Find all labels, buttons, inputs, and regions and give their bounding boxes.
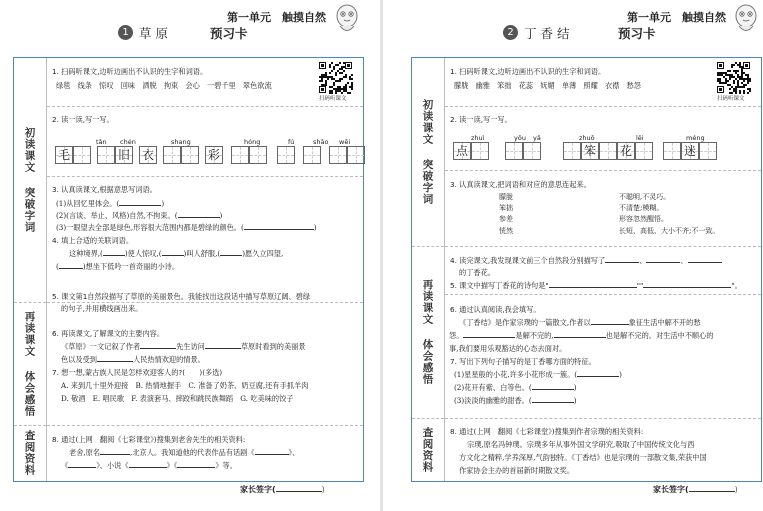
worksheet-box — [13, 57, 364, 482]
unit-title: 第一单元 触摸自然 — [627, 11, 726, 24]
match-word: 朦胧 — [499, 193, 513, 201]
char-cell[interactable] — [471, 142, 489, 160]
match-meaning: 长短、高低、大小不齐;不一致。 — [619, 226, 720, 235]
pinyin: lěi — [636, 134, 644, 142]
question-5: 5. 课文第1自然段描写了草原的美丽景色。我能找出这段话中描写草原辽阔、碧绿 — [52, 292, 311, 301]
section-label-text: 查阅资料 — [421, 426, 434, 473]
char-cell: 衣 — [139, 146, 157, 164]
section-label-reread — [412, 246, 444, 419]
question-2: 2. 读一读,写一写。 — [450, 115, 512, 124]
question-6: 6. 再读课文,了解课文的主要内容。 — [52, 329, 165, 338]
qr-caption: 扫码听课文 — [319, 96, 347, 102]
q8-line-2: 方文化之精粹,学养深厚,气韵独特。《丁香结》也是宗璞的一部散文集,荣获中国 — [459, 453, 707, 462]
q4-line-1[interactable]: 这种境界,( )使人惊叹,( )叫人舒服,( )愿久立四望, — [69, 249, 284, 258]
section-label-text: 再读课文体会感悟 — [421, 279, 434, 385]
char-cell[interactable] — [699, 142, 717, 160]
q7-item-3[interactable]: (3)淡淡的幽雅的甜香。( ) — [454, 396, 577, 405]
section-labels — [14, 58, 47, 481]
q3-item-3[interactable]: (3)一眼望去全部是绿色,形容很大范围内都是碧绿的颜色。( ) — [56, 223, 317, 232]
char-cell: 毛 — [55, 146, 73, 164]
section-label-text: 查阅资料 — [23, 430, 36, 476]
question-8: 8. 通过(上网 翻阅《七彩课堂》)搜集到老舍先生的相关资料: — [52, 435, 246, 444]
q8-line-2[interactable]: 《 》、小说《 》《 》等。 — [61, 461, 237, 470]
q3-item-2[interactable]: (2)(言谈、举止、风格)自然,不拘束。( ) — [56, 211, 223, 220]
lesson-title: 丁香结 — [524, 26, 574, 41]
lesson-number-badge: 1 — [118, 25, 133, 40]
q7-options-2[interactable]: D. 敬酒 E. 唱民歌 F. 表演套马、摔跤和跳民族舞蹈 G. 吃美味的饺子 — [61, 394, 294, 403]
match-words[interactable] — [499, 192, 513, 237]
section-label-read — [412, 58, 444, 247]
question-6: 6. 通过认真阅读,我会填写。 — [450, 305, 541, 314]
char-cell[interactable] — [277, 146, 295, 164]
worksheet-content — [445, 58, 761, 481]
qr-code[interactable] — [319, 62, 353, 94]
question-5[interactable]: 5. 课文中描写丁香花的诗句是" "" "。 — [450, 281, 742, 290]
q6-line-2[interactable]: 怨。 是解不完的, 也是解不完的。对生活中不顺心的 — [449, 331, 714, 340]
section-label-text: 初读课文突破字词 — [23, 127, 36, 233]
char-cell: 笨 — [581, 142, 599, 160]
q6-line-2[interactable]: 色以及受到 人民热情欢迎的情景。 — [61, 355, 205, 364]
q7-item-1[interactable]: (1)星星般的小花,许多小花形成一簇。( ) — [454, 370, 622, 379]
vocab-words: 绿毯 线条 惊叹 回味 洒脱 拘束 会心 一碧千里 翠色欲流 — [56, 81, 272, 90]
match-word: 恍然 — [499, 226, 513, 235]
question-7: 7. 想一想,蒙古族人民是怎样欢迎客人的?( )(多选) — [52, 368, 223, 377]
divider — [445, 170, 761, 171]
match-meaning: 不清楚;模糊。 — [619, 204, 664, 213]
divider — [445, 106, 761, 107]
worksheet-box — [411, 57, 762, 482]
question-3: 3. 认真读课文,把词语和对应的意思连起来。 — [450, 180, 591, 189]
char-cell: 迷 — [681, 142, 699, 160]
lesson-header — [385, 24, 763, 46]
page-gutter — [380, 0, 383, 511]
parent-signature[interactable]: 家长签字( ) — [653, 485, 738, 494]
match-meaning: 不聪明,不灵巧。 — [619, 193, 671, 201]
q8-line-1[interactable]: 老舍,原名 ,北京人。我知道他的代表作品有话剧《 》、 — [69, 448, 300, 457]
vocab-words: 朦胧 幽雅 笨拙 花蕊 妩媚 单薄 照耀 衣襟 愁怨 — [454, 81, 641, 90]
q8-line-1: 宗璞,原名冯钟璞。宗璞多年从事外国文学研究,吸取了中国传统文化与西 — [467, 440, 695, 449]
char-cell[interactable] — [523, 142, 541, 160]
question-4: 4. 填上合适的关联词语。 — [52, 236, 134, 245]
question-4[interactable]: 4. 读完课文,我发现课文前三个自然段分别描写了 、 、 — [450, 255, 722, 266]
pinyin: chén — [120, 138, 136, 146]
char-cell[interactable] — [635, 142, 653, 160]
unit-title: 第一单元 触摸自然 — [227, 11, 326, 24]
question-7: 7. 写出下列句子描写的是丁香哪方面的特征。 — [450, 357, 596, 366]
right-page — [385, 0, 763, 511]
pinyin: wēi — [339, 138, 351, 146]
q6-line-1[interactable]: 《丁香结》是作家宗璞的一篇散文,作者以 象征生活中解不开的愁 — [459, 318, 701, 327]
section-label-reread — [14, 302, 46, 426]
divider — [445, 294, 761, 295]
pinyin: shāo — [313, 138, 329, 146]
lesson-title: 草原 — [139, 26, 173, 41]
qr-caption: 扫码听课文 — [717, 96, 745, 102]
section-label-research — [14, 425, 46, 481]
question-5-cont: 的句子,并用横线画出来。 — [61, 304, 143, 313]
char-cell[interactable] — [249, 146, 267, 164]
section-label-text: 再读课文体会感悟 — [23, 310, 36, 417]
divider — [47, 425, 363, 426]
lesson-number-badge: 2 — [503, 25, 518, 40]
char-cell[interactable] — [347, 146, 365, 164]
match-word: 笨拙 — [499, 204, 513, 213]
char-cell[interactable] — [329, 146, 347, 164]
char-cell: 花 — [617, 142, 635, 160]
pinyin: shang — [171, 138, 191, 146]
question-3: 3. 认真读课文,根据意思写词语。 — [52, 185, 157, 194]
char-cell[interactable] — [303, 146, 321, 164]
section-label-research — [412, 418, 444, 481]
char-cell[interactable]: 旧 — [115, 146, 133, 164]
qr-code[interactable] — [717, 62, 751, 94]
q4-line-2[interactable]: ( )想坐下低吟一首奇丽的小诗。 — [56, 262, 180, 271]
char-cell[interactable] — [181, 146, 199, 164]
char-cell[interactable] — [599, 142, 617, 160]
q3-item-1[interactable]: (1)从回忆里体会。( ) — [56, 199, 165, 208]
char-cell[interactable] — [97, 146, 115, 164]
char-cell[interactable] — [563, 142, 581, 160]
qr-code-icon — [319, 62, 353, 94]
section-labels — [412, 58, 445, 481]
q6-line-3: 事,我们要用乐观豁达的心态去面对。 — [449, 344, 567, 353]
section-label-text: 初读课文突破字词 — [421, 99, 434, 205]
pinyin: zhuì — [471, 134, 485, 142]
char-cell[interactable] — [505, 142, 523, 160]
match-meanings[interactable] — [619, 192, 719, 237]
char-cell[interactable] — [163, 146, 181, 164]
question-1: 1. 扫码听课文,边听边画出不认识的生字和词语。 — [52, 67, 208, 76]
char-cell: 点 — [453, 142, 471, 160]
divider — [47, 176, 363, 177]
char-cell[interactable] — [663, 142, 681, 160]
worksheet-content — [47, 58, 363, 481]
section-label-read — [14, 58, 46, 303]
lesson-header — [0, 24, 378, 46]
question-8: 8. 通过(上网 翻阅《七彩课堂》)搜集到作者宗璞的相关资料: — [450, 427, 644, 436]
divider — [47, 106, 363, 107]
card-title: 预习卡 — [210, 26, 248, 41]
pinyin: hóng — [244, 138, 261, 146]
pinyin: yōu — [514, 134, 526, 142]
q8-line-3: 作家协会主办的首届新时期散文奖。 — [459, 466, 575, 475]
match-word: 参差 — [499, 215, 513, 224]
left-page — [0, 0, 378, 511]
divider — [445, 246, 761, 247]
qr-code-icon — [717, 62, 751, 94]
match-meaning: 形容忽然醒悟。 — [619, 215, 668, 224]
question-1: 1. 扫码听课文,边听边画出不认识的生字和词语。 — [450, 67, 606, 76]
q6-line-1[interactable]: 《草原》一文记叙了作者 先生访问 草原时看到的美丽景 — [61, 342, 306, 351]
question-2: 2. 读一读,写一写。 — [52, 115, 114, 124]
pinyin: fú — [288, 138, 295, 146]
parent-signature[interactable]: 家长签字( ) — [240, 485, 325, 494]
pinyin: yǎ — [533, 134, 541, 142]
char-cell[interactable] — [231, 146, 249, 164]
divider — [445, 418, 761, 419]
pinyin: tǎn — [96, 138, 107, 146]
char-cell: 彩 — [205, 146, 223, 164]
question-4-cont: 的丁香花。 — [459, 268, 495, 277]
card-title: 预习卡 — [618, 26, 656, 41]
pinyin: méng — [686, 134, 705, 142]
q7-item-2[interactable]: (2)花开有紫、白等色。( ) — [454, 383, 577, 392]
char-cell[interactable] — [73, 146, 91, 164]
pinyin: zhuō — [579, 134, 595, 142]
q7-options-1[interactable]: A. 来到几十里外迎接 B. 热情地握手 C. 准备了奶茶、奶豆腐,还有手抓羊肉 — [61, 381, 309, 390]
